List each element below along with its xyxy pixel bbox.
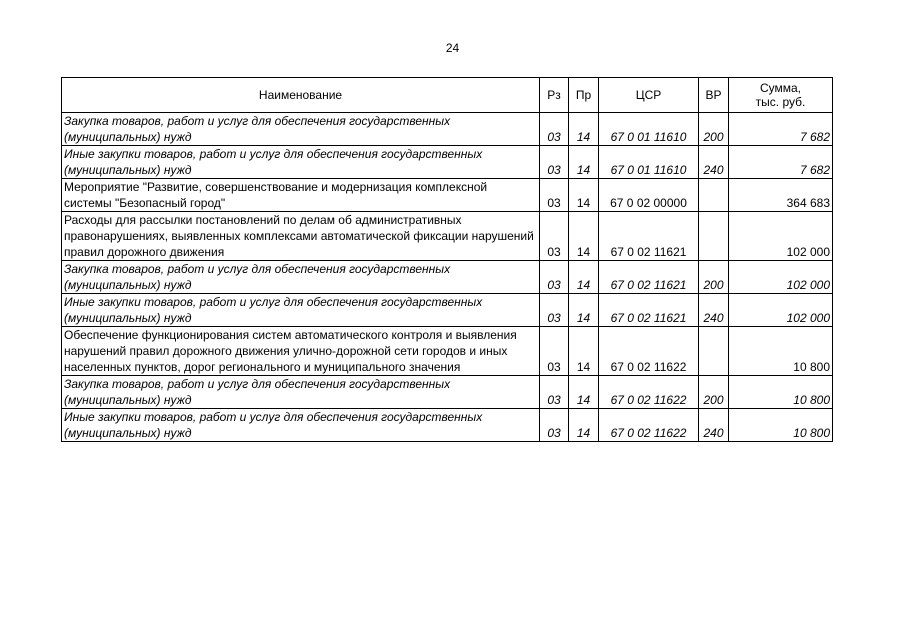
table-row bbox=[62, 409, 833, 442]
table-body bbox=[62, 113, 833, 442]
cell-pr: 14 bbox=[569, 327, 599, 376]
cell-sum: 7 682 bbox=[729, 113, 833, 146]
cell-vr: 240 bbox=[699, 294, 729, 327]
cell-vr bbox=[699, 327, 729, 376]
cell-csr: 67 0 02 11622 bbox=[599, 409, 699, 442]
cell-pr: 14 bbox=[569, 294, 599, 327]
cell-vr bbox=[699, 212, 729, 261]
table-row bbox=[62, 261, 833, 294]
cell-sum: 102 000 bbox=[729, 261, 833, 294]
budget-table bbox=[61, 77, 833, 442]
cell-sum: 102 000 bbox=[729, 212, 833, 261]
cell-sum: 10 800 bbox=[729, 376, 833, 409]
table-row bbox=[62, 113, 833, 146]
cell-pr: 14 bbox=[569, 376, 599, 409]
cell-vr bbox=[699, 179, 729, 212]
cell-name: Иные закупки товаров, работ и услуг для обеспечения государственных (муниципальных) нужд bbox=[62, 146, 540, 179]
cell-rz: 03 bbox=[540, 261, 569, 294]
header-sum bbox=[729, 78, 833, 113]
cell-vr: 200 bbox=[699, 261, 729, 294]
page-number: 24 bbox=[445, 41, 460, 55]
table-row bbox=[62, 179, 833, 212]
header-pr: Пр bbox=[569, 78, 599, 113]
cell-rz: 03 bbox=[540, 409, 569, 442]
header-sum-line1: Сумма, bbox=[759, 81, 802, 95]
cell-sum: 10 800 bbox=[729, 327, 833, 376]
header-csr: ЦСР bbox=[599, 78, 699, 113]
header-sum-line2: тыс. руб. bbox=[755, 95, 806, 109]
table-row bbox=[62, 146, 833, 179]
cell-rz: 03 bbox=[540, 376, 569, 409]
table-row bbox=[62, 376, 833, 409]
cell-pr: 14 bbox=[569, 261, 599, 294]
cell-name: Обеспечение функционирования систем автоматического контроля и выявления нарушений правил дорожного движения улично-дорожной сети городов и иных населенных пунктов, дорог регионального и муниципального значения bbox=[62, 327, 540, 376]
cell-name: Закупка товаров, работ и услуг для обеспечения государственных (муниципальных) нужд bbox=[62, 113, 540, 146]
table-row bbox=[62, 294, 833, 327]
header-name: Наименование bbox=[62, 78, 540, 113]
table-header bbox=[62, 78, 833, 113]
cell-name: Расходы для рассылки постановлений по делам об административных правонарушениях, выявленных комплексами автоматической фиксации нарушений правил дорожного движения bbox=[62, 212, 540, 261]
header-vr: ВР bbox=[699, 78, 729, 113]
header-rz: Рз bbox=[540, 78, 569, 113]
cell-pr: 14 bbox=[569, 146, 599, 179]
cell-rz: 03 bbox=[540, 294, 569, 327]
cell-csr: 67 0 01 11610 bbox=[599, 146, 699, 179]
cell-vr: 240 bbox=[699, 409, 729, 442]
cell-rz: 03 bbox=[540, 327, 569, 376]
cell-vr: 240 bbox=[699, 146, 729, 179]
cell-name: Закупка товаров, работ и услуг для обеспечения государственных (муниципальных) нужд bbox=[62, 376, 540, 409]
cell-csr: 67 0 02 11622 bbox=[599, 376, 699, 409]
cell-csr: 67 0 02 11622 bbox=[599, 327, 699, 376]
cell-pr: 14 bbox=[569, 113, 599, 146]
cell-vr: 200 bbox=[699, 376, 729, 409]
cell-vr: 200 bbox=[699, 113, 729, 146]
cell-sum: 102 000 bbox=[729, 294, 833, 327]
cell-csr: 67 0 02 11621 bbox=[599, 294, 699, 327]
table-row bbox=[62, 327, 833, 376]
cell-csr: 67 0 02 11621 bbox=[599, 212, 699, 261]
cell-sum: 364 683 bbox=[729, 179, 833, 212]
cell-name: Иные закупки товаров, работ и услуг для обеспечения государственных (муниципальных) нужд bbox=[62, 294, 540, 327]
cell-rz: 03 bbox=[540, 179, 569, 212]
cell-name: Мероприятие "Развитие, совершенствование и модернизация комплексной системы "Безопасный город" bbox=[62, 179, 540, 212]
cell-csr: 67 0 02 00000 bbox=[599, 179, 699, 212]
cell-rz: 03 bbox=[540, 212, 569, 261]
header-row bbox=[62, 78, 833, 113]
cell-rz: 03 bbox=[540, 113, 569, 146]
cell-sum: 10 800 bbox=[729, 409, 833, 442]
cell-pr: 14 bbox=[569, 409, 599, 442]
cell-pr: 14 bbox=[569, 179, 599, 212]
table-row bbox=[62, 212, 833, 261]
cell-sum: 7 682 bbox=[729, 146, 833, 179]
cell-name: Закупка товаров, работ и услуг для обеспечения государственных (муниципальных) нужд bbox=[62, 261, 540, 294]
cell-csr: 67 0 02 11621 bbox=[599, 261, 699, 294]
cell-rz: 03 bbox=[540, 146, 569, 179]
cell-csr: 67 0 01 11610 bbox=[599, 113, 699, 146]
cell-name: Иные закупки товаров, работ и услуг для обеспечения государственных (муниципальных) нужд bbox=[62, 409, 540, 442]
cell-pr: 14 bbox=[569, 212, 599, 261]
